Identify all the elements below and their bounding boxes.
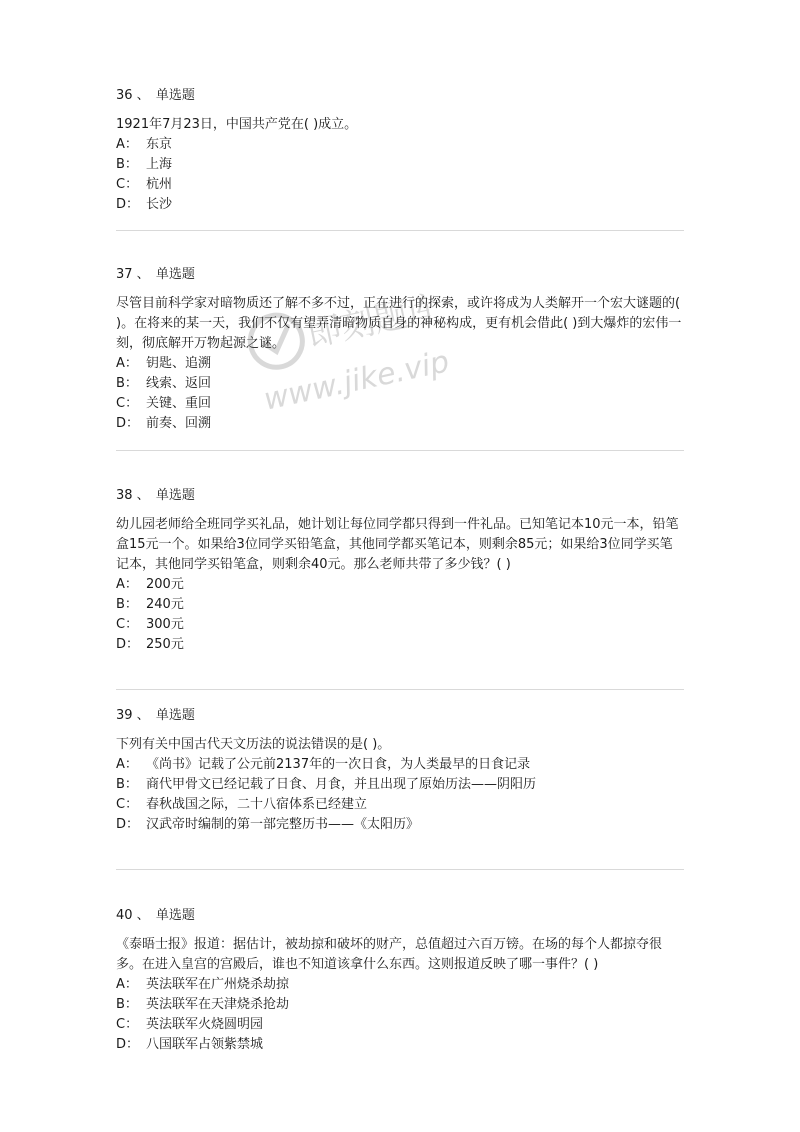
option-a: A： 200元 (116, 577, 184, 592)
question-type: 单选题 (155, 267, 195, 282)
option-c: C： 杭州 (116, 177, 173, 192)
question-header (116, 486, 686, 506)
question-divider (116, 869, 684, 870)
option-c: C： 英法联军火烧圆明园 (116, 1017, 264, 1032)
question-stem: 下列有关中国古代天文历法的说法错误的是( )。 (116, 737, 391, 752)
question-number: 40 、 (116, 908, 150, 923)
question-type: 单选题 (155, 88, 195, 103)
question-number: 37 、 (116, 267, 150, 282)
question-header (116, 706, 686, 726)
watermark-brand: 即刻题库 (303, 287, 437, 356)
question-stem: 《泰晤士报》报道：据估计，被劫掠和破坏的财产，总值超过六百万镑。在场的每个人都掠夺很多。在进入皇宫的宫殿后，谁也不知道该拿什么东西。这则报道反映了哪一事件？( ) (116, 937, 663, 972)
question-number: 39 、 (116, 708, 150, 723)
question-header (116, 906, 686, 926)
question-type: 单选题 (155, 908, 195, 923)
option-b: B： 英法联军在天津烧杀抢劫 (116, 997, 290, 1012)
option-d: D： 八国联军占领紫禁城 (116, 1037, 264, 1052)
option-b: B： 线索、返回 (116, 376, 212, 391)
option-d: D： 前奏、回溯 (116, 416, 212, 431)
question-36 (116, 86, 686, 215)
option-d: D： 汉武帝时编制的第一部完整历书——《太阳历》 (116, 817, 420, 832)
question-stem: 幼儿园老师给全班同学买礼品，她计划让每位同学都只得到一件礼品。已知笔记本10元一本，铅笔盒15元一个。如果给3位同学买铅笔盒，其他同学都买笔记本，则剩余85元；如果给3位同学买笔记本，其他同学买铅笔盒，则剩余40元。那么老师共带了多少钱？( ) (116, 517, 679, 572)
question-header (116, 265, 686, 285)
option-b: B： 上海 (116, 157, 173, 172)
option-b: B： 240元 (116, 597, 184, 612)
question-stem: 尽管目前科学家对暗物质还了解不多不过，正在进行的探索，或许将成为人类解开一个宏大谜题的( )。在将来的某一天，我们不仅有望弄清暗物质自身的神秘构成，更有机会借此( )到大爆炸的宏伟一刻，彻底解开万物起源之谜。 (116, 296, 682, 351)
question-37 (116, 265, 686, 434)
question-type: 单选题 (155, 708, 195, 723)
question-stem: 1921年7月23日，中国共产党在( )成立。 (116, 117, 358, 132)
question-40 (116, 906, 686, 1055)
question-38 (116, 486, 686, 655)
question-divider (116, 230, 684, 231)
question-header (116, 86, 686, 106)
option-c: C： 300元 (116, 617, 184, 632)
option-d: D： 250元 (116, 637, 184, 652)
question-type: 单选题 (155, 488, 195, 503)
question-number: 38 、 (116, 488, 150, 503)
question-divider (116, 450, 684, 451)
option-a: A： 《尚书》记载了公元前2137年的一次日食，为人类最早的日食记录 (116, 757, 531, 772)
question-number: 36 、 (116, 88, 150, 103)
option-c: C： 关键、重回 (116, 396, 212, 411)
option-a: A： 英法联军在广州烧杀劫掠 (116, 977, 290, 992)
option-d: D： 长沙 (116, 197, 173, 212)
option-c: C： 春秋战国之际，二十八宿体系已经建立 (116, 797, 368, 812)
question-39 (116, 706, 686, 835)
option-b: B： 商代甲骨文已经记载了日食、月食，并且出现了原始历法——阴阳历 (116, 777, 537, 792)
option-a: A： 东京 (116, 137, 173, 152)
question-divider (116, 689, 684, 690)
option-a: A： 钥匙、追溯 (116, 356, 212, 371)
watermark-url: www.jike.vip (260, 344, 453, 418)
